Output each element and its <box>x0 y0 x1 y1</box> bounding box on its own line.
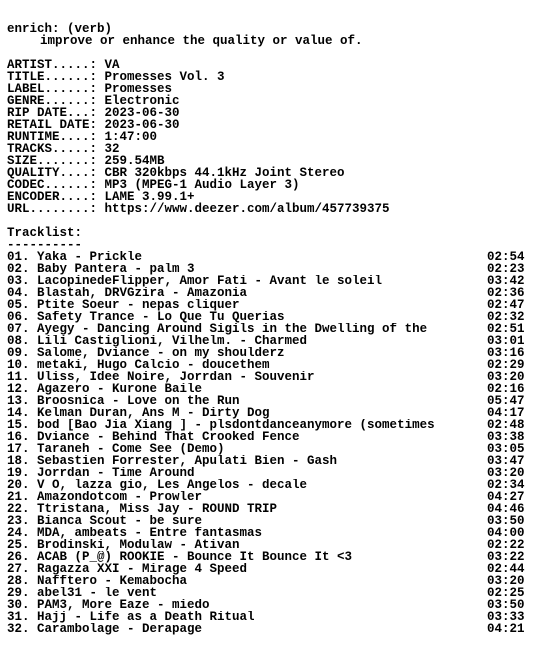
track-title: 07. Ayegy - Dancing Around Sigils in the Dwelling of the <box>7 323 428 335</box>
info-url: URL........: https://www.deezer.com/album/457739375 <box>7 202 390 216</box>
track-title: 15. bod [Bao Jia Xiang ] - plsdontdanceanymore (sometimes <box>7 419 435 431</box>
track-title: 31. Hajj - Life as a Death Ritual <box>7 611 255 623</box>
track-title: 01. Yaka - Prickle <box>7 251 143 263</box>
spacer <box>7 215 536 227</box>
release-info <box>7 59 536 215</box>
track-duration: 02:29 <box>487 358 525 372</box>
track-duration: 03:01 <box>487 334 525 348</box>
tracklist-rule: ---------- <box>7 238 83 252</box>
track-row <box>7 599 529 611</box>
track-duration: 03:42 <box>487 274 525 288</box>
track-row <box>7 311 529 323</box>
track-row <box>7 587 529 599</box>
track-duration: 02:44 <box>487 562 525 576</box>
track-duration: 04:27 <box>487 490 525 504</box>
track-row <box>7 323 529 335</box>
track-title: 25. Brodinski, Modulaw - Ativan <box>7 539 240 551</box>
track-title: 13. Broosnica - Love on the Run <box>7 395 240 407</box>
info-title: TITLE......: Promesses Vol. 3 <box>7 70 225 84</box>
track-row <box>7 287 529 299</box>
definition-meaning: improve or enhance the quality or value of. <box>40 34 363 48</box>
track-duration: 03:22 <box>487 550 525 564</box>
track-title: 09. Salome, Dviance - on my shoulderz <box>7 347 285 359</box>
track-row <box>7 491 529 503</box>
track-row <box>7 251 529 263</box>
info-tracks: TRACKS.....: 32 <box>7 142 120 156</box>
track-row <box>7 443 529 455</box>
track-duration: 02:51 <box>487 322 525 336</box>
track-duration: 03:20 <box>487 574 525 588</box>
track-title: 26. ACAB (P_@) ROOKIE - Bounce It Bounce It <3 <box>7 551 353 563</box>
track-title: 19. Jorrdan - Time Around <box>7 467 195 479</box>
track-duration: 02:25 <box>487 586 525 600</box>
track-duration: 02:48 <box>487 418 525 432</box>
track-title: 02. Baby Pantera - palm 3 <box>7 263 195 275</box>
track-title: 29. abel31 - le vent <box>7 587 158 599</box>
track-duration: 02:54 <box>487 250 525 264</box>
track-duration: 04:46 <box>487 502 525 516</box>
track-title: 05. Ptite Soeur - nepas cliquer <box>7 299 240 311</box>
info-rip-date: RIP DATE...: 2023-06-30 <box>7 106 180 120</box>
track-row <box>7 419 529 431</box>
track-duration: 03:38 <box>487 430 525 444</box>
track-title: 03. LacopinedeFlipper, Amor Fati - Avant le soleil <box>7 275 383 287</box>
track-row <box>7 371 529 383</box>
track-row <box>7 467 529 479</box>
track-row <box>7 431 529 443</box>
info-artist: ARTIST.....: VA <box>7 58 120 72</box>
track-title: 10. metaki, Hugo Calcio - doucethem <box>7 359 270 371</box>
track-duration: 04:17 <box>487 406 525 420</box>
track-duration: 02:23 <box>487 262 525 276</box>
track-row <box>7 383 529 395</box>
track-duration: 05:47 <box>487 394 525 408</box>
track-row <box>7 275 529 287</box>
track-duration: 04:21 <box>487 622 525 636</box>
track-title: 12. Agazero - Kurone Baile <box>7 383 203 395</box>
track-duration: 04:00 <box>487 526 525 540</box>
track-title: 18. Sebastien Forrester, Apulati Bien - Gash <box>7 455 338 467</box>
track-row <box>7 623 529 635</box>
track-row <box>7 359 529 371</box>
track-row <box>7 527 529 539</box>
track-duration: 03:50 <box>487 514 525 528</box>
track-title: 30. PAM3, More Eaze - miedo <box>7 599 210 611</box>
track-duration: 03:20 <box>487 466 525 480</box>
tracklist <box>7 251 536 635</box>
track-row <box>7 575 529 587</box>
track-duration: 03:16 <box>487 346 525 360</box>
track-duration: 02:32 <box>487 310 525 324</box>
track-row <box>7 335 529 347</box>
track-row <box>7 395 529 407</box>
track-row <box>7 611 529 623</box>
track-title: 20. V O, lazza gio, Les Angelos - decale <box>7 479 308 491</box>
track-duration: 02:16 <box>487 382 525 396</box>
tracklist-heading: Tracklist: <box>7 226 83 240</box>
track-duration: 02:34 <box>487 478 525 492</box>
track-row <box>7 515 529 527</box>
info-runtime: RUNTIME....: 1:47:00 <box>7 130 158 144</box>
track-row <box>7 299 529 311</box>
track-duration: 02:22 <box>487 538 525 552</box>
track-title: 23. Bianca Scout - be sure <box>7 515 203 527</box>
info-quality: QUALITY....: CBR 320kbps 44.1kHz Joint Stereo <box>7 166 345 180</box>
info-encoder: ENCODER....: LAME 3.99.1+ <box>7 190 195 204</box>
track-row <box>7 479 529 491</box>
track-title: 06. Safety Trance - Lo Que Tu Querias <box>7 311 285 323</box>
definition-term: enrich: (verb) <box>7 22 113 36</box>
track-row <box>7 455 529 467</box>
track-title: 24. MDA, ambeats - Entre fantasmas <box>7 527 263 539</box>
track-row <box>7 347 529 359</box>
track-title: 21. Amazondotcom - Prowler <box>7 491 203 503</box>
info-label: LABEL......: Promesses <box>7 82 173 96</box>
track-row <box>7 407 529 419</box>
track-duration: 02:47 <box>487 298 525 312</box>
track-duration: 03:47 <box>487 454 525 468</box>
track-title: 17. Taraneh - Come See (Demo) <box>7 443 225 455</box>
track-duration: 03:20 <box>487 370 525 384</box>
track-duration: 03:50 <box>487 598 525 612</box>
track-title: 32. Carambolage - Derapage <box>7 623 203 635</box>
track-row <box>7 563 529 575</box>
track-title: 14. Kelman Duran, Ans M - Dirty Dog <box>7 407 270 419</box>
track-duration: 03:33 <box>487 610 525 624</box>
track-duration: 03:05 <box>487 442 525 456</box>
track-title: 28. Nafftero - Kemabocha <box>7 575 188 587</box>
track-title: 04. Blastah, DRVGzira - Amazonia <box>7 287 248 299</box>
info-size: SIZE.......: 259.54MB <box>7 154 165 168</box>
info-genre: GENRE......: Electronic <box>7 94 180 108</box>
track-title: 08. Lili Castiglioni, Vilhelm. - Charmed <box>7 335 308 347</box>
info-retail-date: RETAIL DATE: 2023-06-30 <box>7 118 180 132</box>
track-row <box>7 263 529 275</box>
track-title: 16. Dviance - Behind That Crooked Fence <box>7 431 300 443</box>
track-title: 11. Uliss, Idee Noire, Jorrdan - Souvenir <box>7 371 315 383</box>
track-title: 22. Ttristana, Miss Jay - ROUND TRIP <box>7 503 278 515</box>
track-duration: 02:36 <box>487 286 525 300</box>
track-row <box>7 503 529 515</box>
track-title: 27. Ragazza XXI - Mirage 4 Speed <box>7 563 248 575</box>
info-codec: CODEC......: MP3 (MPEG-1 Audio Layer 3) <box>7 178 300 192</box>
track-row <box>7 539 529 551</box>
track-row <box>7 551 529 563</box>
